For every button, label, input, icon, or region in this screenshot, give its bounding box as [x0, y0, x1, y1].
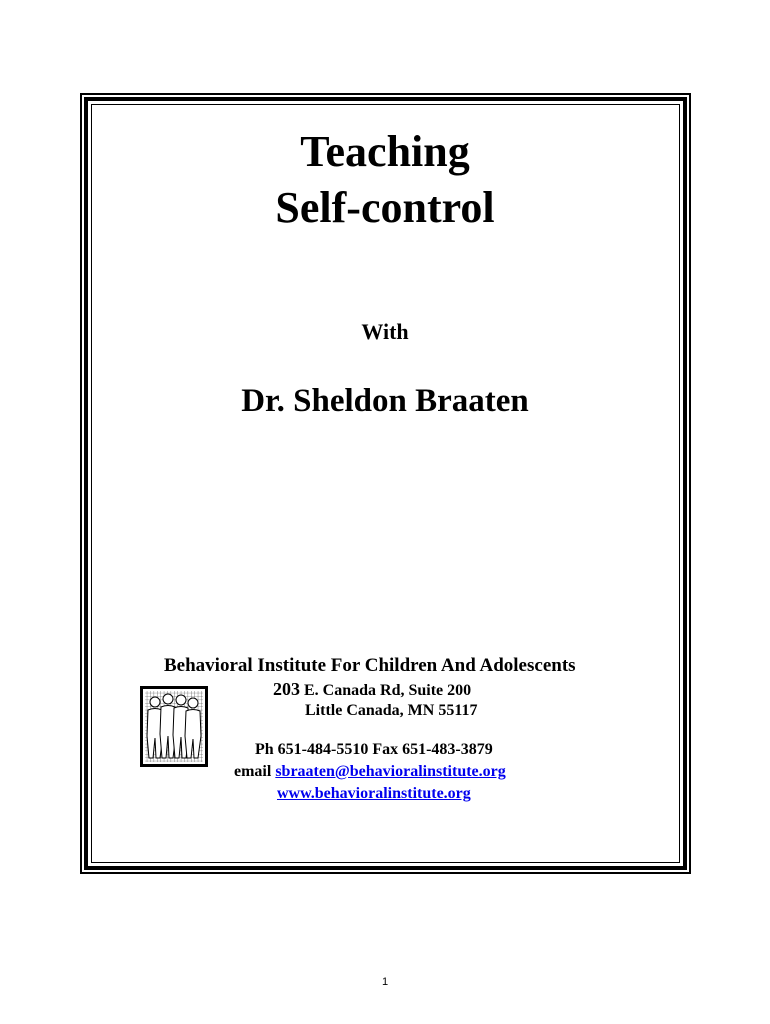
website-line [277, 784, 471, 804]
address-street: E. Canada Rd, Suite 200 [300, 682, 472, 699]
address-number: 203 [273, 679, 300, 699]
page-number: 1 [381, 976, 389, 988]
email-line [234, 762, 506, 782]
organization-name: Behavioral Institute For Children And Adolescents [164, 655, 576, 676]
with-label: With [361, 319, 409, 344]
address-line-1 [273, 679, 471, 701]
email-link[interactable]: sbraaten@behavioralinstitute.org [275, 763, 506, 780]
people-group-logo-icon [140, 686, 208, 767]
title-line-1: Teaching [300, 127, 470, 176]
address-line-2: Little Canada, MN 55117 [305, 702, 478, 719]
title-line-2: Self-control [275, 183, 495, 232]
website-link[interactable]: www.behavioralinstitute.org [277, 785, 471, 802]
phone-fax: Ph 651-484-5510 Fax 651-483-3879 [255, 741, 493, 758]
email-label: email [234, 763, 276, 780]
presenter-name: Dr. Sheldon Braaten [241, 383, 529, 419]
